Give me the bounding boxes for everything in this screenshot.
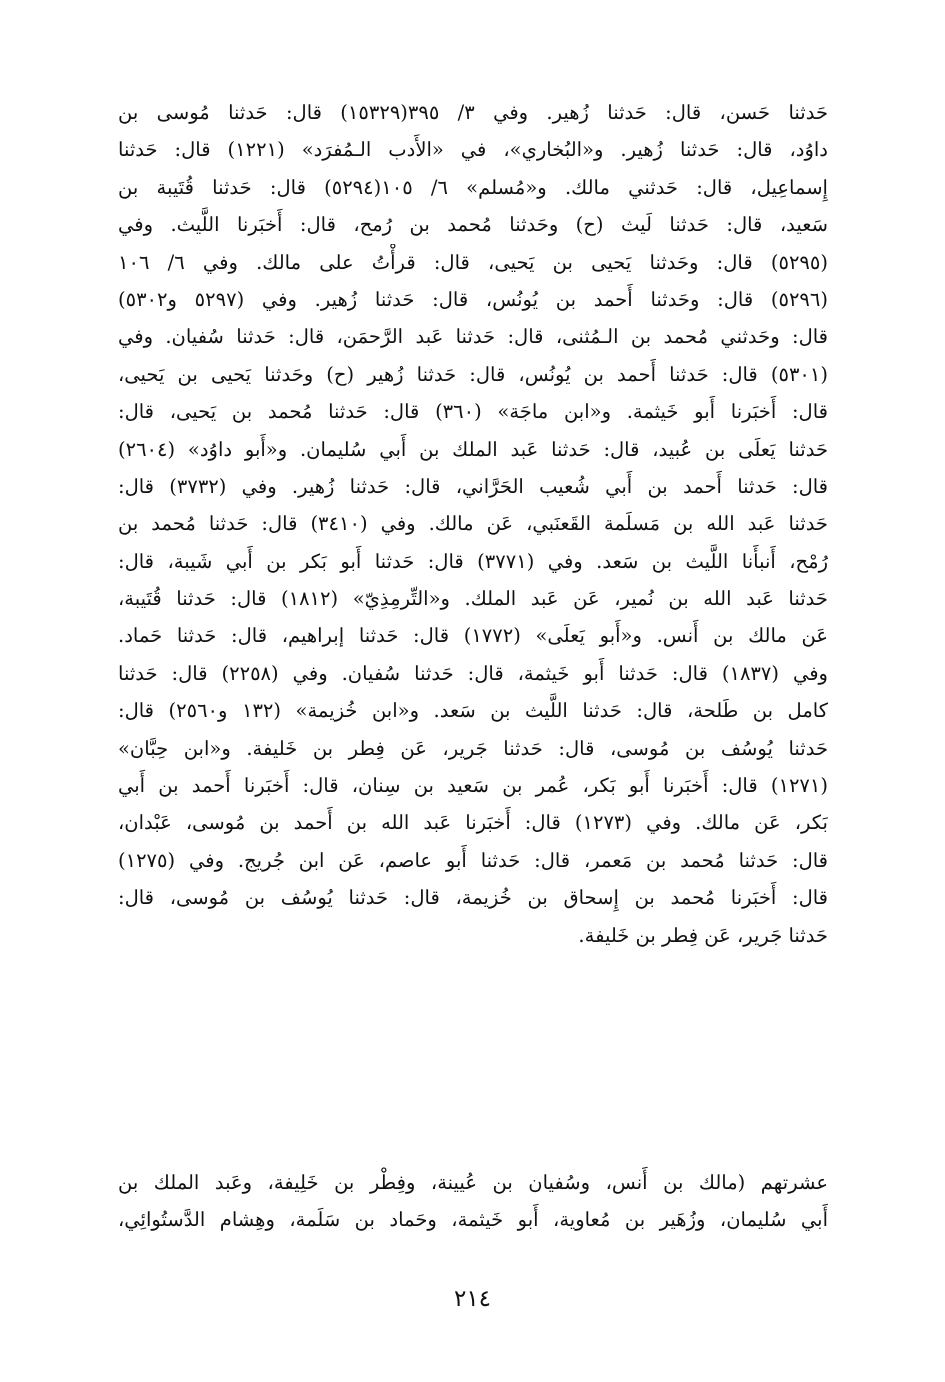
- text-line: قال: وحَدثني مُحمد بن الـمُثنى، قال: حَدثنا عَبد الرَّحمَن، قال: حَدثنا سُفيان. وفي: [118, 325, 828, 349]
- text-line: حَدثنا عَبد الله بن مَسلَمة القَعنَبي، عَن مالك. وفي (٣٤١٠) قال: حَدثنا مُحمد بن: [118, 512, 828, 536]
- text-line: قال: حَدثنا مُحمد بن مَعمر، قال: حَدثنا أَبو عاصم، عَن ابن جُريج. وفي (١٢٧٥): [118, 848, 828, 872]
- text-line: أَبي سُليمان، وزُهَير بن مُعاوية، أَبو خَيثمة، وحَماد بن سَلَمة، وهِشام الدَّستُوائِي،: [118, 1208, 828, 1232]
- text-line: قال: أَخبَرنا أَبو خَيثمة. و«ابن ماجَة» (٣٦٠) قال: حَدثنا مُحمد بن يَحيى، قال:: [118, 400, 828, 424]
- text-line: حَدثنا عَبد الله بن نُمير، عَن عَبد الملك. و«التِّرمِذِيّ» (١٨١٢) قال: حَدثنا قُتَيبة،: [118, 587, 828, 611]
- text-line: (٥٣٠١) قال: حَدثنا أَحمد بن يُونُس، قال: حَدثنا زُهير (ح) وحَدثنا يَحيى بن يَحيى،: [118, 362, 828, 386]
- text-line: رُمْح، أَنبأَنا اللَّيث بن سَعد. وفي (٣٧٧١) قال: حَدثنا أَبو بَكر بن أَبي شَيبة، قال:: [118, 549, 828, 573]
- text-line: بَكر، عَن مالك. وفي (١٢٧٣) قال: أَخبَرنا عَبد الله بن أَحمد بن مُوسى، عَبْدان،: [118, 811, 828, 835]
- text-line: عشرتهم (مالك بن أَنس، وسُفيان بن عُيينة، وفِطْر بن خَلِيفة، وعَبد الملك بن: [118, 1171, 828, 1194]
- text-line: (١٢٧١) قال: أَخبَرنا أَبو بَكر، عُمر بن سَعيد بن سِنان، قال: أَخبَرنا أَحمد بن أَبي: [118, 774, 828, 798]
- text-line: قال: أَخبَرنا مُحمد بن إِسحاق بن خُزيمة، قال: حَدثنا يُوسُف بن مُوسى، قال:: [118, 886, 828, 910]
- page-number: ٢١٤: [453, 1286, 492, 1312]
- text-line: حَدثنا جَرير، عَن فِطر بن خَليفة.: [578, 923, 828, 947]
- text-line: (٥٢٩٥) قال: وحَدثنا يَحيى بن يَحيى، قال: قرأْتُ على مالك. وفي ٦/ ١٠٦: [118, 250, 828, 274]
- text-line: حَدثنا حَسن، قال: حَدثنا زُهير. وفي ٣/ ٣٩٥(١٥٣٢٩) قال: حَدثنا مُوسى بن: [118, 101, 828, 124]
- hadith-paragraph-2: [118, 1164, 828, 1239]
- text-line: وفي (١٨٣٧) قال: حَدثنا أَبو خَيثمة، قال: حَدثنا سُفيان. وفي (٢٢٥٨) قال: حَدثنا: [118, 661, 828, 685]
- text-line: إِسماعِيل، قال: حَدثني مالك. و«مُسلم» ٦/ ١٠٥(٥٢٩٤) قال: حَدثنا قُتَيبة بن: [118, 175, 828, 199]
- text-line: قال: حَدثنا أَحمد بن أَبي شُعيب الحَرَّاني، قال: حَدثنا زُهير. وفي (٣٧٣٢) قال:: [118, 474, 828, 498]
- text-line: كامل بن طَلحة، قال: حَدثنا اللَّيث بن سَعد. و«ابن خُزيمة» (١٣٢ و٢٥٦٠) قال:: [118, 699, 828, 723]
- text-line: حَدثنا يُوسُف بن مُوسى، قال: حَدثنا جَرير، عَن فِطر بن خَليفة. و«ابن حِبَّان»: [118, 736, 828, 760]
- text-line: (٥٢٩٦) قال: وحَدثنا أَحمد بن يُونُس، قال: حَدثنا زُهير. وفي (٥٢٩٧ و٥٣٠٢): [118, 287, 828, 311]
- text-line: داوُد، قال: حَدثنا زُهير. و«البُخاري»، في «الأَدب الـمُفرَد» (١٢٢١) قال: حَدثنا: [118, 138, 828, 162]
- text-line: عَن مالك بن أَنس. و«أَبو يَعلَى» (١٧٧٢) قال: حَدثنا إبراهيم، قال: حَدثنا حَماد.: [118, 624, 828, 648]
- hadith-paragraph-1: [118, 94, 828, 954]
- text-line: حَدثنا يَعلَى بن عُبيد، قال: حَدثنا عَبد الملك بن أَبي سُليمان. و«أَبو داوُد» (٢٦٠٤): [118, 437, 828, 461]
- text-line: سَعيد، قال: حَدثنا لَيث (ح) وحَدثنا مُحمد بن رُمح، قال: أَخبَرنا اللَّيث. وفي: [118, 213, 828, 237]
